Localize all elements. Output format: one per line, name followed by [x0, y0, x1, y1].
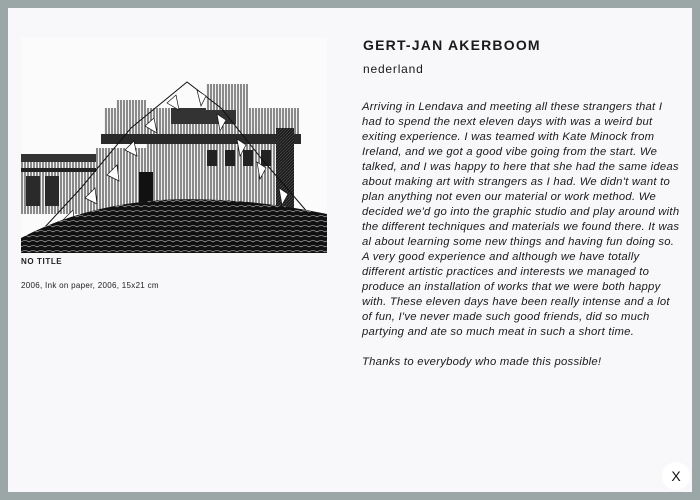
artwork-image [21, 38, 327, 253]
artist-country: nederland [363, 62, 424, 76]
statement-paragraph: Thanks to everybody who made this possible! [362, 356, 602, 368]
artist-name: GERT-JAN AKERBOOM [363, 37, 541, 53]
artist-statement [362, 100, 682, 370]
close-icon: X [671, 468, 681, 484]
artwork-title: NO TITLE [21, 257, 63, 266]
statement-paragraph: Arriving in Lendava and meeting all these strangers that I had to spend the next eleven days with was a weird but exiting experience. I was teamed with Kate Minock from Ireland, and we got a good vibe going from the start. We talked, and I was happy to here that she had the same ideas about making art with strangers as I had. We didn't want to plan anything not even our material or work method. We decided we'd go into the graphic studio and play around with the different techniques and materials we found there. It was al about learning some new things and having fun doing so. A very good experience and although we have totally different artistic practices and interests we managed to produce an installation of works that we were both happy with. These eleven days have been really intense and a lot of fun, I've never made such good friends, did so much partying and ate so much meat in such a short time. [362, 101, 680, 338]
artwork-detail-panel [8, 8, 692, 492]
artwork-meta: 2006, Ink on paper, 2006, 15x21 cm [21, 281, 159, 290]
close-button[interactable] [662, 462, 690, 490]
